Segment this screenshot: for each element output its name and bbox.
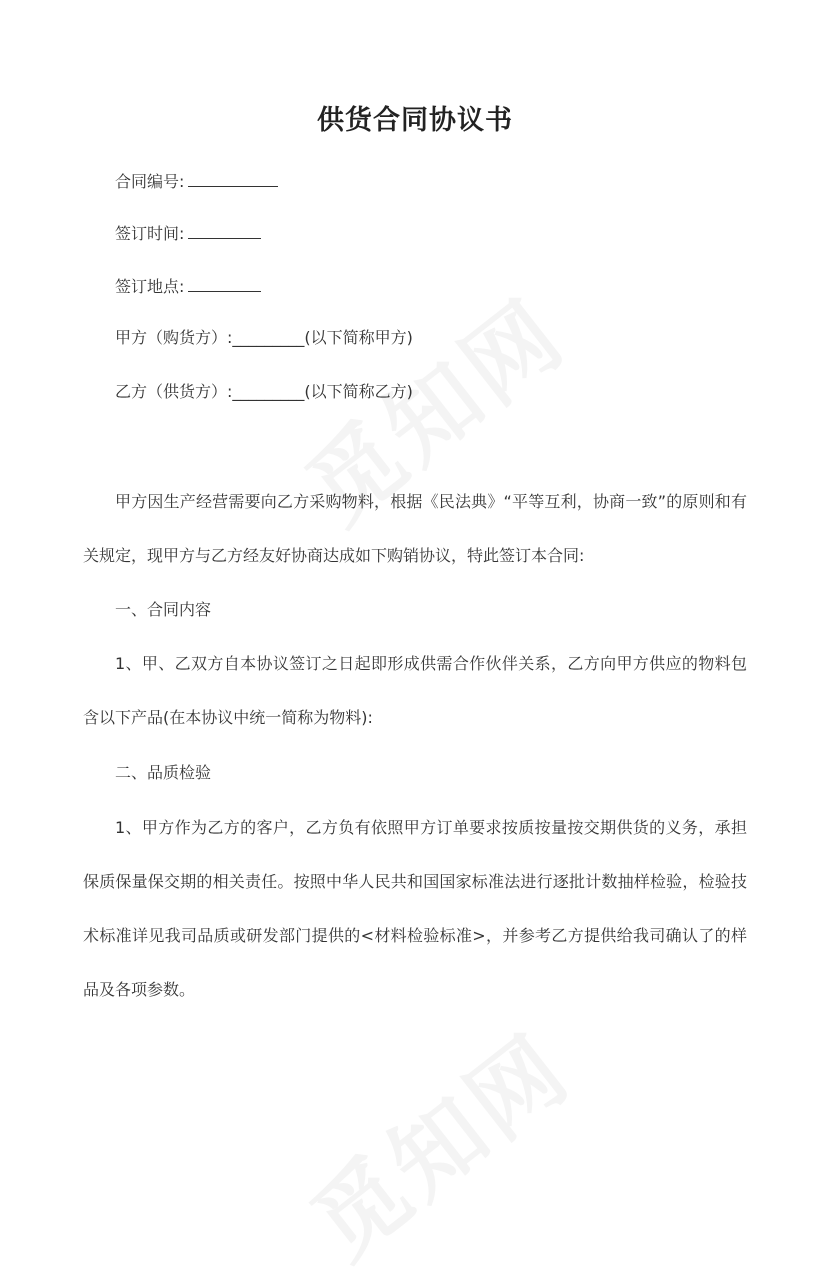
- contract-number-label: 合同编号:: [115, 172, 185, 191]
- party-b-line: 乙方（供货方）:_________(以下简称乙方): [115, 382, 413, 401]
- section1-heading: 一、合同内容: [115, 600, 212, 619]
- intro-paragraph: 甲方因生产经营需要向乙方采购物料，根据《民法典》“平等互利，协商一致”的原则和有关规定，现甲方与乙方经友好协商达成如下购销协议，特此签订本合同:: [83, 492, 747, 565]
- sign-time-blank: [188, 222, 261, 239]
- contract-number-blank: [188, 170, 278, 187]
- watermark-bottom: [281, 998, 594, 1283]
- sign-time-label: 签订时间:: [115, 224, 185, 243]
- contract-number-row: [115, 170, 278, 192]
- sign-place-row: [115, 275, 261, 297]
- section2-heading: 二、品质检验: [115, 763, 212, 782]
- document-title: 供货合同协议书: [317, 105, 513, 136]
- sign-time-row: [115, 222, 261, 244]
- section1-item1: 1、甲、乙双方自本协议签订之日起即形成供需合作伙伴关系，乙方向甲方供应的物料包含以下产品(在本协议中统一简称为物料):: [83, 654, 747, 727]
- section2-item1: 1、甲方作为乙方的客户，乙方负有依照甲方订单要求按质按量按交期供货的义务，承担保质保量保交期的相关责任。按照中华人民共和国国家标准法进行逐批计数抽样检验，检验技术标准详见我司品质或研发部门提供的<材料检验标准>，并参考乙方提供给我司确认了的样品及各项参数。: [83, 818, 747, 999]
- sign-place-blank: [188, 275, 261, 292]
- sign-place-label: 签订地点:: [115, 277, 185, 296]
- party-a-line: 甲方（购货方）:_________(以下简称甲方): [115, 328, 413, 347]
